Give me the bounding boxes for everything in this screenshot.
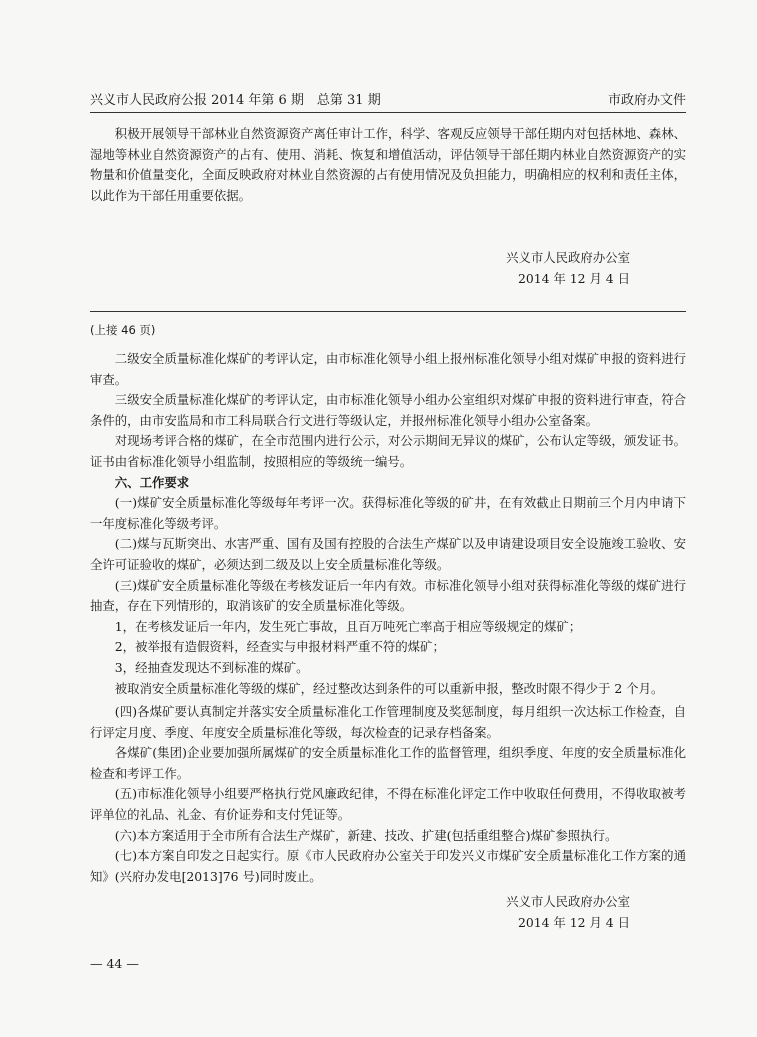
signature-date: 2014 年 12 月 4 日 (517, 914, 630, 930)
page-number: — 44 — (90, 956, 139, 971)
list-item: 1，在考核发证后一年内，发生死亡事故，且百万吨死亡率高于相应等级规定的煤矿； (114, 618, 582, 634)
paragraph: 各煤矿(集团)企业要加强所属煤矿的安全质量标准化工作的监督管理，组织季度、年度的安全质量标准化检查和考评工作。 (90, 745, 686, 781)
page-header (90, 90, 686, 113)
list-item: 2，被举报有造假资料，经查实与申报材料严重不符的煤矿； (114, 639, 445, 655)
paragraph: (三)煤矿安全质量标准化等级在考核发证后一年内有效。市标准化领导小组对获得标准化等级的煤矿进行抽查，存在下列情形的，取消该矿的安全质量标准化等级。 (90, 577, 686, 614)
paragraph: 二级安全质量标准化煤矿的考评认定，由市标准化领导小组上报州标准化领导小组对煤矿申报的资料进行审查。 (90, 351, 686, 387)
paragraph: (七)本方案自印发之日起实行。原《市人民政府办公室关于印发兴义市煤矿安全质量标准化工作方案的通知》(兴府办发电[2013]76 号)同时废止。 (90, 848, 686, 884)
journal-title: 兴义市人民政府公报 2014 年第 6 期 总第 31 期 (90, 93, 381, 108)
section-title: 市政府办文件 (607, 93, 686, 108)
signature-org: 兴义市人民政府办公室 (506, 894, 630, 909)
section-heading: 六、工作要求 (114, 474, 190, 490)
paragraph: (六)本方案适用于全市所有合法生产煤矿，新建、技改、扩建(包括重组整合)煤矿参照执行。 (114, 827, 618, 843)
article-end-section (90, 124, 686, 206)
paragraph: 被取消安全质量标准化等级的煤矿，经过整改达到条件的可以重新申报，整改时限不得少于 2 个月。 (114, 680, 664, 696)
paragraph: 积极开展领导干部林业自然资源资产离任审计工作，科学、客观反应领导干部任期内对包括林地、森林、湿地等林业自然资源资产的占有、使用、消耗、恢复和增值活动，评估领导干部任期内林业自然资源资产的实物量和价值量变化，全面反映政府对林业自然资源的占有使用情况及负担能力，明确相应的权利和责任主体，以此作为干部任用重要依据。 (90, 126, 686, 203)
divider (90, 311, 686, 312)
signature-date: 2014 年 12 月 4 日 (517, 270, 630, 286)
signature-org: 兴义市人民政府办公室 (506, 250, 630, 265)
paragraph: 对现场考评合格的煤矿，在全市范围内进行公示，对公示期间无异议的煤矿，公布认定等级，颁发证书。证书由省标准化领导小组监制，按照相应的等级统一编号。 (90, 433, 686, 469)
paragraph: (四)各煤矿要认真制定并落实安全质量标准化工作管理制度及奖惩制度，每月组织一次达标工作检查，自行评定月度、季度、年度安全质量标准化等级，每次检查的记录存档备案。 (90, 704, 686, 740)
signature-block (430, 892, 630, 933)
continued-section (90, 349, 686, 699)
continued-from-label: (上接 46 页) (90, 323, 156, 337)
list-item: 3，经抽查发现达不到标准的煤矿。 (114, 659, 309, 675)
requirements-section (90, 702, 686, 887)
paragraph: (二)煤与瓦斯突出、水害严重、国有及国有控股的合法生产煤矿以及申请建设项目安全设施竣工验收、安全许可证验收的煤矿，必须达到二级及以上安全质量标准化等级。 (90, 536, 686, 572)
paragraph: 三级安全质量标准化煤矿的考评认定，由市标准化领导小组办公室组织对煤矿申报的资料进行审查，符合条件的，由市安监局和市工科局联合行文进行等级认定，并报州标准化领导小组办公室备案。 (90, 392, 686, 428)
signature-block (430, 248, 630, 289)
paragraph: (一)煤矿安全质量标准化等级每年考评一次。获得标准化等级的矿井，在有效截止日期前三个月内申请下一年度标准化等级考评。 (90, 495, 686, 531)
paragraph: (五)市标准化领导小组要严格执行党风廉政纪律，不得在标准化评定工作中收取任何费用，不得收取被考评单位的礼品、礼金、有价证券和支付凭证等。 (90, 786, 686, 822)
